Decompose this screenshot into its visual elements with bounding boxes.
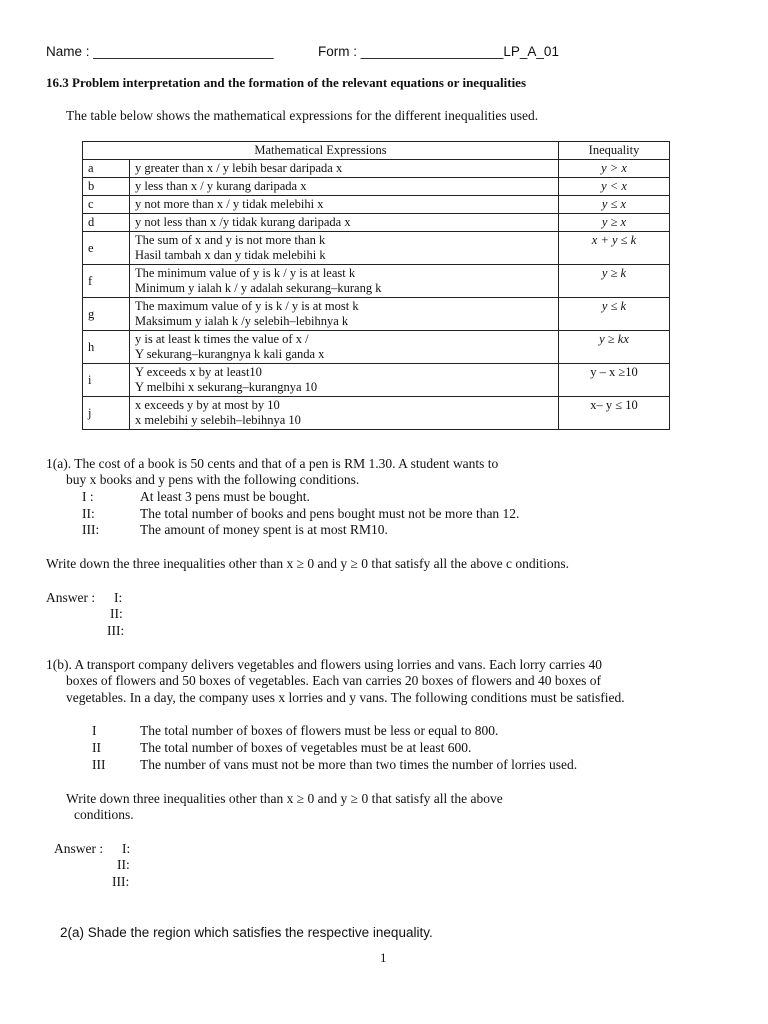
row-expression: [130, 364, 559, 397]
q1b-condition-text: The total number of boxes of vegetables must be at least 600.: [140, 740, 472, 755]
row-label: d: [83, 214, 130, 232]
table-row: [83, 397, 670, 430]
q1a-answer-num: I:: [114, 590, 123, 605]
q2a-text: 2(a) Shade the region which satisfies the respective inequality.: [60, 925, 433, 940]
q1a-instruction: Write down the three inequalities other than x ≥ 0 and y ≥ 0 that satisfy all the above c onditions.: [46, 556, 570, 571]
row-inequality: y ≥ k: [559, 265, 670, 298]
q1b-condition-num: I: [92, 723, 97, 738]
expression-line-translation: Minimum y ialah k / y adalah sekurang–kurang k: [135, 281, 382, 295]
q1b-instruction: Write down three inequalities other than x ≥ 0 and y ≥ 0 that satisfy all the above: [66, 791, 503, 806]
row-inequality: y ≤ k: [559, 298, 670, 331]
expression-line-translation: Hasil tambah x dan y tidak melebihi k: [135, 248, 326, 262]
expression-line-translation: Y melbihi x sekurang–kurangnya 10: [135, 380, 318, 394]
q1b-condition-num: III: [92, 757, 106, 772]
q1a-condition-text: At least 3 pens must be bought.: [140, 489, 310, 504]
table-header-inequality: Inequality: [559, 142, 670, 160]
q1b-line-1: 1(b). A transport company delivers vegetables and flowers using lorries and vans. Each lorry carries 40: [46, 657, 602, 672]
expression-line: y is at least k times the value of x /: [135, 332, 309, 346]
q1b-condition-text: The total number of boxes of flowers must be less or equal to 800.: [140, 723, 499, 738]
q1a-condition-text: The amount of money spent is at most RM10.: [140, 522, 388, 537]
row-expression: [130, 196, 559, 214]
name-field-label: Name : ________________________: [46, 44, 274, 59]
expressions-table: [82, 141, 670, 430]
q1b-instruction-continued: conditions.: [74, 807, 134, 822]
form-field-label: Form : ___________________LP_A_01: [318, 44, 559, 59]
row-inequality: y – x ≥10: [559, 364, 670, 397]
row-inequality: y > x: [559, 160, 670, 178]
row-label: c: [83, 196, 130, 214]
expression-line-translation: Y sekurang–kurangnya k kali ganda x: [135, 347, 325, 361]
row-inequality: y ≥ kx: [559, 331, 670, 364]
table-header-expressions: Mathematical Expressions: [83, 142, 559, 160]
expression-line: y not less than x /y tidak kurang daripada x: [135, 215, 351, 229]
row-label: g: [83, 298, 130, 331]
row-label: h: [83, 331, 130, 364]
q1b-answer-num: II:: [117, 857, 130, 872]
page-number: 1: [380, 950, 387, 965]
row-label: f: [83, 265, 130, 298]
row-expression: [130, 397, 559, 430]
row-expression: [130, 160, 559, 178]
q1b-condition-num: II: [92, 740, 101, 755]
expression-line: The minimum value of y is k / y is at least k: [135, 266, 356, 280]
section-intro: The table below shows the mathematical expressions for the different inequalities used.: [66, 108, 539, 123]
expression-line: x exceeds y by at most by 10: [135, 398, 280, 412]
row-label: a: [83, 160, 130, 178]
q1b-answer-num: III:: [112, 874, 130, 889]
expression-line: y greater than x / y lebih besar daripada x: [135, 161, 343, 175]
row-label: b: [83, 178, 130, 196]
table-row: [83, 214, 670, 232]
q1a-answer-num: II:: [110, 606, 123, 621]
q1b-answer-num: I:: [122, 841, 131, 856]
expression-line: The sum of x and y is not more than k: [135, 233, 326, 247]
row-expression: [130, 214, 559, 232]
q1b-line-3: vegetables. In a day, the company uses x lorries and y vans. The following conditions must be satisfied.: [66, 690, 625, 705]
q1a-condition-num: III:: [82, 522, 100, 537]
row-expression: [130, 178, 559, 196]
table-header-row: [83, 142, 670, 160]
q1a-condition-num: II:: [82, 506, 95, 521]
row-expression: [130, 331, 559, 364]
row-expression: [130, 265, 559, 298]
table-row: [83, 178, 670, 196]
row-expression: [130, 232, 559, 265]
row-inequality: x– y ≤ 10: [559, 397, 670, 430]
q1a-line-1: 1(a). The cost of a book is 50 cents and that of a pen is RM 1.30. A student wants to: [46, 456, 499, 471]
q1a-line-2: buy x books and y pens with the following conditions.: [66, 472, 360, 487]
expression-line: Y exceeds x by at least10: [135, 365, 262, 379]
expression-line-translation: Maksimum y ialah k /y selebih–lebihnya k: [135, 314, 349, 328]
q1a-condition-text: The total number of books and pens bought must not be more than 12.: [140, 506, 520, 521]
row-inequality: y < x: [559, 178, 670, 196]
table-row: [83, 364, 670, 397]
row-label: i: [83, 364, 130, 397]
table-row: [83, 331, 670, 364]
expression-line: y not more than x / y tidak melebihi x: [135, 197, 324, 211]
row-inequality: y ≥ x: [559, 214, 670, 232]
table-row: [83, 160, 670, 178]
q1a-answer-num: III:: [107, 623, 125, 638]
q1b-answer-label: Answer :: [54, 841, 104, 856]
q1b-line-2: boxes of flowers and 50 boxes of vegetables. Each van carries 20 boxes of flowers and 40 boxes of: [66, 673, 601, 688]
table-row: [83, 265, 670, 298]
row-inequality: x + y ≤ k: [559, 232, 670, 265]
row-label: e: [83, 232, 130, 265]
q1b-condition-text: The number of vans must not be more than two times the number of lorries used.: [140, 757, 578, 772]
q1a-answer-label: Answer :: [46, 590, 96, 605]
row-expression: [130, 298, 559, 331]
table-row: [83, 298, 670, 331]
expression-line: y less than x / y kurang daripada x: [135, 179, 307, 193]
row-label: j: [83, 397, 130, 430]
section-title: 16.3 Problem interpretation and the formation of the relevant equations or inequalities: [46, 75, 527, 90]
expression-line-translation: x melebihi y selebih–lebihnya 10: [135, 413, 301, 427]
expression-line: The maximum value of y is k / y is at most k: [135, 299, 359, 313]
table-row: [83, 232, 670, 265]
row-inequality: y ≤ x: [559, 196, 670, 214]
table-row: [83, 196, 670, 214]
q1a-condition-num: I :: [82, 489, 94, 504]
